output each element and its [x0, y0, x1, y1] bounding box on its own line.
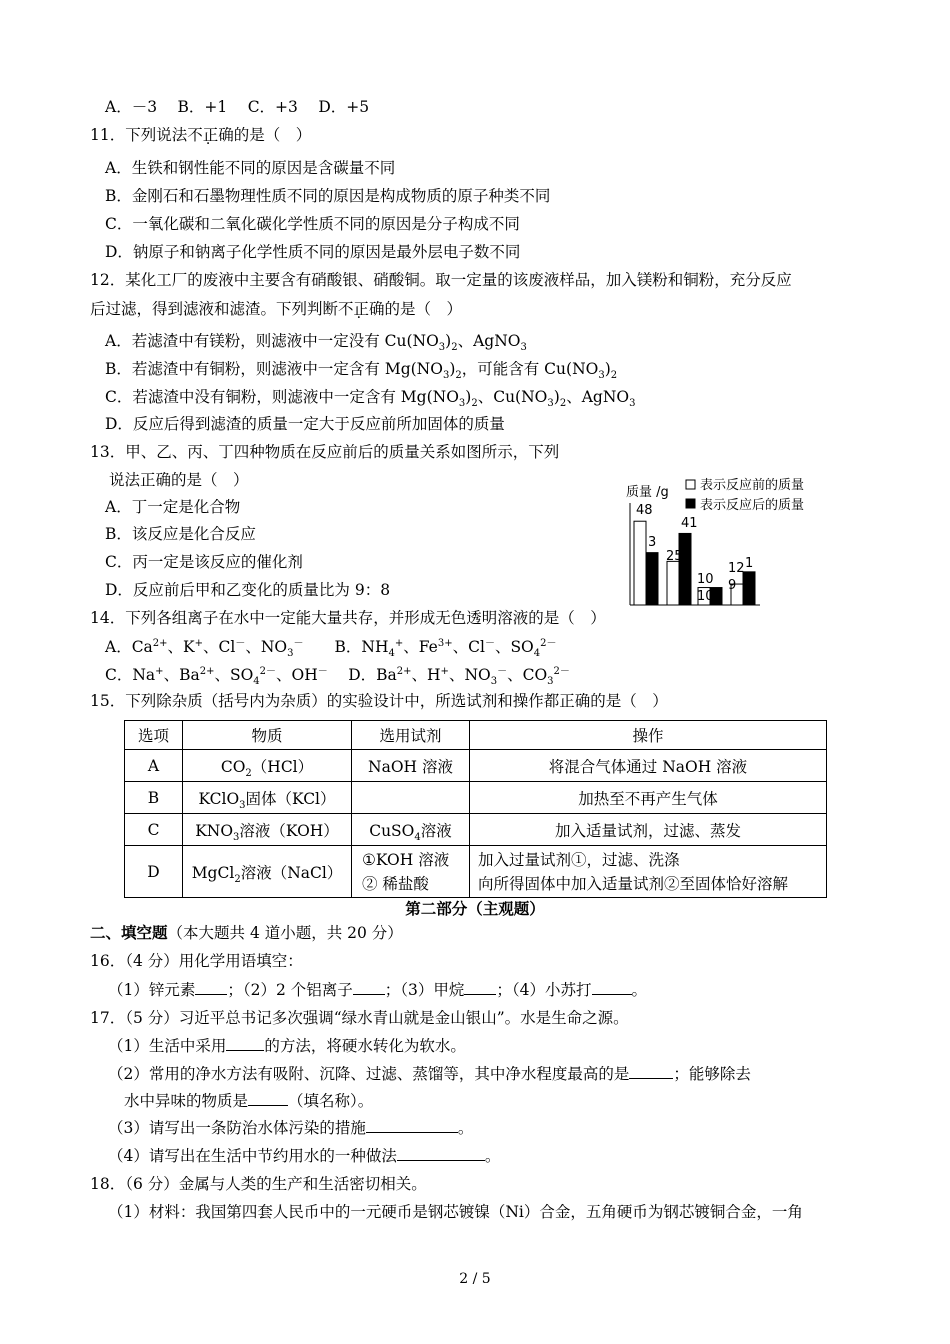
q12-option-b-text2: ，可能含有 Cu(NO: [461, 360, 599, 378]
header-material: 物质: [183, 721, 352, 750]
q15-stem: 15．下列除杂质（括号内为杂质）的实验设计中，所选试剂和操作都正确的是（ ）: [90, 692, 668, 710]
q12-option-a: A．若滤渣中有镁粉，则滤液中一定没有 $Cu(NO_3)_2$、AgNO$_3$: [105, 332, 527, 354]
q11-stem-text: 11．下列说法: [90, 126, 188, 144]
label-after-ding-b: 9: [728, 578, 737, 593]
row-d-op-2: 向所得固体中加入适量试剂②至固体恰好溶解: [478, 874, 789, 893]
q12-option-c-text: C．若滤渣中没有铜粉，则滤液中一定含有 Mg(NO: [105, 388, 459, 406]
q11-option-d: D．钠原子和钠离子化学性质不同的原因是最外层电子数不同: [105, 243, 521, 261]
bar-after-3: [743, 572, 755, 605]
bar-after-1: [679, 533, 691, 605]
table-row: [125, 750, 827, 782]
header-operation: 操作: [470, 721, 827, 750]
q16-blanks: [108, 980, 647, 1000]
q12-option-b-text: B．若滤渣中有铜粉，则滤液中一定含有 Mg(NO: [105, 360, 443, 378]
row-a-reagent: NaOH 溶液: [352, 750, 470, 782]
row-d-option: D: [125, 846, 183, 898]
q12-stem-text: 后过滤，得到滤液和滤渣。下列判断: [90, 300, 339, 318]
row-c-reagent-tail: 溶液: [420, 821, 452, 840]
mass-bar-chart: [620, 475, 840, 610]
table-header-row: [125, 721, 827, 750]
row-d-mat-tail: 溶液（NaCl）: [240, 863, 343, 882]
q17-sub4: [108, 1146, 500, 1166]
q17-sub3: [108, 1118, 473, 1138]
row-c-operation: 加入适量试剂，过滤、蒸发: [470, 814, 827, 846]
q12-option-a-text: A．若滤渣中有镁粉，则滤液中一定没有 Cu(NO: [105, 332, 439, 350]
row-c-option: C: [125, 814, 183, 846]
q17-sub4-end: 。: [484, 1147, 501, 1165]
row-b-option: B: [125, 782, 183, 814]
q17-sub4-text: （4）请写出在生活中节约用水的一种做法: [108, 1147, 397, 1165]
q12-stem-end: 的是（ ）: [384, 300, 463, 318]
q18-sub1: （1）材料：我国第四套人民币中的一元硬币是钢芯镀镍（Ni）合金，五角硬币为钢芯镀铜合金，一角: [108, 1203, 803, 1221]
q11-stem-end: 的是（ ）: [233, 126, 312, 144]
q17-sub2-a: （2）常用的净水方法有吸附、沉降、过滤、蒸馏等，其中净水程度最高的是: [108, 1065, 630, 1083]
page-number: 2 / 5: [459, 1271, 491, 1287]
q11-option-b: B．金刚石和石墨物理性质不同的原因是构成物质的原子种类不同: [105, 187, 551, 205]
q17-sub3-text: （3）请写出一条防治水体污染的措施: [108, 1119, 366, 1137]
row-b-operation: 加热至不再产生气体: [470, 782, 827, 814]
q12-option-c: C．若滤渣中没有铜粉，则滤液中一定含有 $Mg(NO_3)_2$、$Cu(NO_3)_2$、AgNO$_3$: [105, 388, 636, 410]
q17-sub1: [108, 1036, 466, 1056]
q16-part2: ；（2）2 个铝离子: [227, 981, 353, 999]
q14-options-cd: C．Na+、$Ba^{2+}$、$SO_4^{2-}$、OH－ D．$Ba^{2+}$、H+、$NO_3^-$、$CO_3^{2-}$: [105, 665, 570, 688]
q13-option-d: D．反应前后甲和乙变化的质量比为 9：8: [105, 581, 391, 599]
row-c-material: $KNO_3$溶液（KOH）: [183, 814, 352, 846]
label-after-ding-a: 1: [745, 556, 754, 571]
label-after-bing: 10: [697, 589, 714, 604]
q16-part5: 。: [631, 981, 648, 999]
q17-stem: 17．（5 分）习近平总书记多次强调“绿水青山就是金山银山”。水是生命之源。: [90, 1009, 629, 1027]
section2-note: （本大题共 4 道小题，共 20 分）: [167, 924, 403, 942]
q17-sub2-b: ；能够除去: [673, 1065, 751, 1083]
q10-option-d: D．+5: [318, 98, 370, 116]
table-row: [125, 814, 827, 846]
q16-stem: 16．（4 分）用化学用语填空：: [90, 952, 303, 970]
row-d-mat: MgCl: [191, 863, 235, 882]
q17-sub2-c: 水中异味的物质是: [124, 1092, 249, 1110]
label-before-ding: 12: [728, 561, 745, 576]
row-b-reagent: [352, 782, 470, 814]
q13-option-a: A．丁一定是化合物: [105, 498, 241, 516]
q13-option-c: C．丙一定是该反应的催化剂: [105, 553, 303, 571]
row-c-reagent: CuSO$_4$溶液: [352, 814, 470, 846]
row-d-operation: [470, 846, 827, 898]
q11-option-a: A．生铁和钢性能不同的原因是含碳量不同: [105, 159, 396, 177]
q10-option-b: B．+1: [177, 98, 228, 116]
bar-before-1: [667, 561, 679, 605]
q17-sub1-b: 的方法，将硬水转化为软水。: [264, 1037, 466, 1055]
label-before-yi: 25: [666, 549, 683, 564]
label-before-bing: 10: [697, 572, 714, 587]
q13-stem-line2: 说法正确的是（ ）: [109, 471, 249, 489]
q11-stem: [90, 125, 311, 145]
section2-heading: [90, 923, 403, 943]
q12-emphasis: 不正确: [338, 300, 385, 318]
row-a-material: $CO_2(HCl)$: [183, 750, 352, 782]
q10-options: [105, 97, 369, 117]
bar-before-0: [634, 521, 646, 605]
legend-before-label: 表示反应前的质量: [700, 478, 805, 493]
section2-title: 二、填空题: [90, 923, 168, 942]
label-before-jia: 48: [636, 503, 653, 518]
q12-stem-line1: 12．某化工厂的废液中主要含有硝酸银、硝酸铜。取一定量的该废液样品，加入镁粉和铜粉，充分反应: [90, 271, 792, 289]
row-a-operation: 将混合气体通过 NaOH 溶液: [470, 750, 827, 782]
row-d-reagent: [352, 846, 470, 898]
header-option: 选项: [125, 721, 183, 750]
bar-after-0: [646, 553, 658, 605]
q13-option-b: B．该反应是化合反应: [105, 525, 256, 543]
label-after-yi: 41: [681, 516, 698, 531]
row-d-op-1: 加入过量试剂①，过滤、洗涤: [478, 850, 680, 869]
legend-after-swatch: [686, 499, 695, 508]
legend-after-label: 表示反应后的质量: [700, 498, 805, 513]
q16-part3: ；（3）甲烷: [384, 981, 465, 999]
q17-sub1-a: （1）生活中采用: [108, 1037, 227, 1055]
row-d-reagent-2: ② 稀盐酸: [362, 874, 429, 893]
q17-sub2-d: （填名称）。: [288, 1092, 374, 1110]
q12-option-b: B．若滤渣中有铜粉，则滤液中一定含有 $Mg(NO_3)_2$，可能含有 $Cu(NO_3)_2$: [105, 360, 618, 382]
q17-sub2: [108, 1064, 751, 1084]
header-reagent: 选用试剂: [352, 721, 470, 750]
q14-stem: 14．下列各组离子在水中一定能大量共存，并形成无色透明溶液的是（ ）: [90, 609, 606, 627]
q10-option-a: A．－3: [105, 98, 158, 116]
part2-title: 第二部分（主观题）: [405, 899, 545, 918]
q17-sub3-end: 。: [457, 1119, 474, 1137]
q15-table: [124, 720, 827, 898]
chart-ylabel: 质量 /g: [626, 485, 669, 500]
q17-sub2-cont: [124, 1091, 373, 1111]
q14-options-ab: A．$Ca^{2+}$、K+、Cl－、$NO_3^-$ B．$NH_4^+$、$Fe^{3+}$、Cl－、$SO_4^{2-}$: [105, 637, 557, 660]
q18-stem: 18．（6 分）金属与人类的生产和生活密切相关。: [90, 1175, 427, 1193]
row-d-reagent-1: ①KOH 溶液: [362, 850, 450, 869]
row-b-material: KClO$_3$固体（KCl）: [183, 782, 352, 814]
table-row: [125, 846, 827, 898]
legend-before-swatch: [686, 480, 695, 489]
q11-emphasis: 不正确: [187, 126, 234, 144]
row-a-option: A: [125, 750, 183, 782]
q16-part4: ；（4）小苏打: [496, 981, 592, 999]
q11-option-c: C．一氧化碳和二氧化碳化学性质不同的原因是分子构成不同: [105, 215, 520, 233]
table-row: [125, 782, 827, 814]
q16-part1: （1）锌元素: [108, 981, 196, 999]
q12-stem-line2: [90, 299, 462, 319]
label-after-jia: 3: [648, 535, 657, 550]
row-d-material: MgCl$_2$溶液（NaCl）: [183, 846, 352, 898]
q10-option-c: C．+3: [247, 98, 298, 116]
q12-option-d: D．反应后得到滤渣的质量一定大于反应前所加固体的质量: [105, 415, 505, 433]
q13-stem-line1: 13．甲、乙、丙、丁四种物质在反应前后的质量关系如图所示，下列: [90, 443, 560, 461]
